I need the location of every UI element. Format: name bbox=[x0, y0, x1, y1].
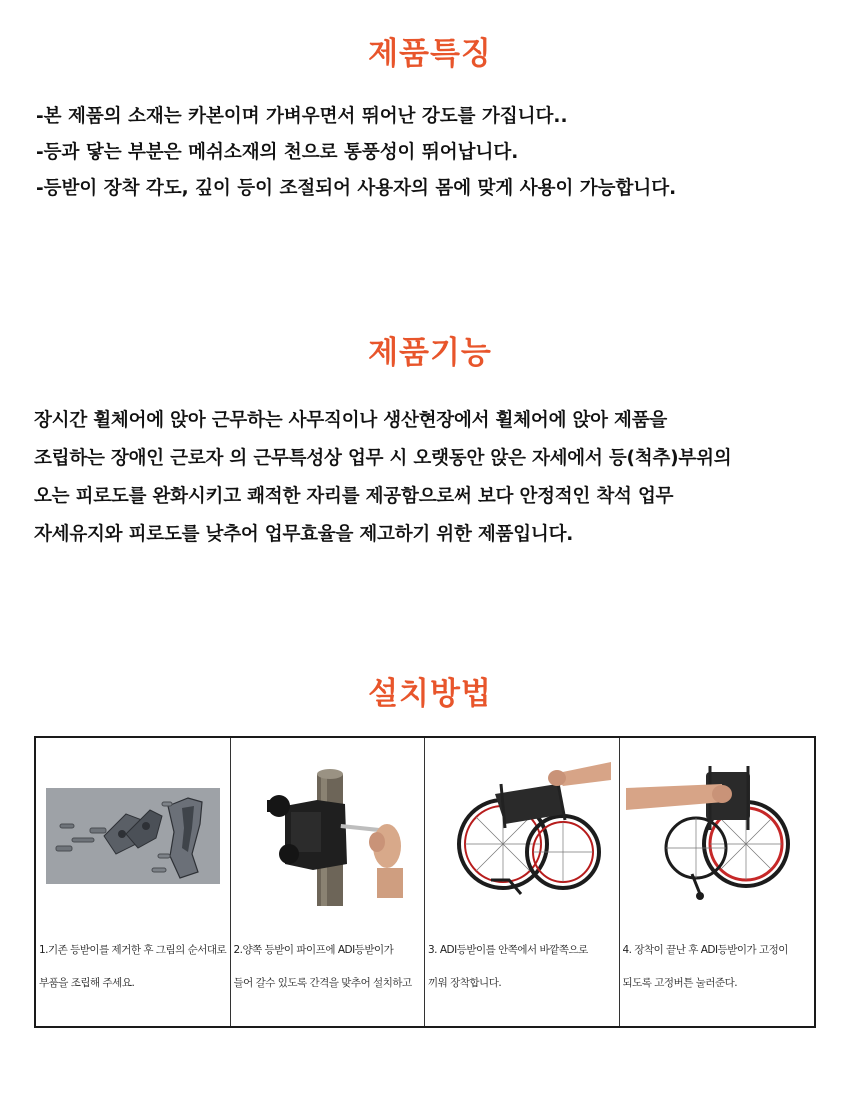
exploded-parts-diagram-image bbox=[42, 744, 224, 906]
caption-line: 들어 갈수 있도록 간격을 맞추어 설치하고 bbox=[233, 977, 412, 989]
caption-line: 4. 장착이 끝난 후 ADI등받이가 고정이 bbox=[622, 944, 788, 956]
install-step-3 bbox=[425, 738, 620, 1026]
functions-line: 장시간 휠체어에 앉아 근무하는 사무직이나 생산현장에서 휠체어에 앉아 제품을 bbox=[34, 410, 668, 431]
install-step-1 bbox=[36, 738, 231, 1026]
functions-line: 자세유지와 피로도를 낮추어 업무효율을 제고하기 위한 제품입니다. bbox=[34, 524, 574, 545]
caption-line: 되도록 고정버튼 눌러준다. bbox=[622, 977, 738, 989]
feature-item-mesh: -등과 닿는 부분은 메쉬소재의 천으로 통풍성이 뛰어납니다. bbox=[36, 142, 519, 163]
wheelchair-backrest-insert-photo-image bbox=[431, 744, 613, 906]
functions-line: 오는 피로도를 완화시키고 쾌적한 자리를 제공함으로써 보다 안정적인 착석 업무 bbox=[34, 486, 674, 507]
install-steps-table bbox=[34, 736, 816, 1028]
feature-item-adjustable: -등받이 장착 각도, 깊이 등이 조절되어 사용자의 몸에 맞게 사용이 가능합니다. bbox=[36, 178, 677, 199]
install-step-2 bbox=[231, 738, 426, 1026]
step-3-caption bbox=[428, 934, 618, 1000]
caption-line: 1.기존 등받이를 제거한 후 그림의 순서대로 bbox=[39, 944, 227, 956]
install-title: 설치방법 bbox=[368, 676, 492, 712]
features-title: 제품특징 bbox=[368, 36, 492, 72]
caption-line: 2.양쪽 등받이 파이프에 ADI등받이가 bbox=[233, 944, 394, 956]
caption-line: 끼워 장착합니다. bbox=[428, 977, 502, 989]
caption-line: 부품을 조립해 주세요. bbox=[39, 977, 135, 989]
step-2-caption bbox=[234, 934, 424, 1000]
step-1-caption bbox=[39, 934, 229, 1000]
functions-line: 조립하는 장애인 근로자 의 근무특성상 업무 시 오랫동안 앉은 자세에서 등(척추)부위의 bbox=[34, 448, 732, 469]
functions-description bbox=[34, 402, 834, 554]
pipe-clamp-bolt-photo-image bbox=[237, 744, 419, 906]
functions-title: 제품기능 bbox=[368, 335, 492, 371]
features-list bbox=[36, 99, 836, 207]
caption-line: 3. ADI등받이를 안쪽에서 바깥쪽으로 bbox=[428, 944, 588, 956]
feature-item-material: -본 제품의 소재는 카본이며 가벼우면서 뛰어난 강도를 가집니다.. bbox=[36, 106, 568, 127]
install-step-4 bbox=[620, 738, 815, 1026]
step-4-caption bbox=[623, 934, 813, 1000]
wheelchair-backrest-fix-photo-image bbox=[626, 744, 808, 906]
